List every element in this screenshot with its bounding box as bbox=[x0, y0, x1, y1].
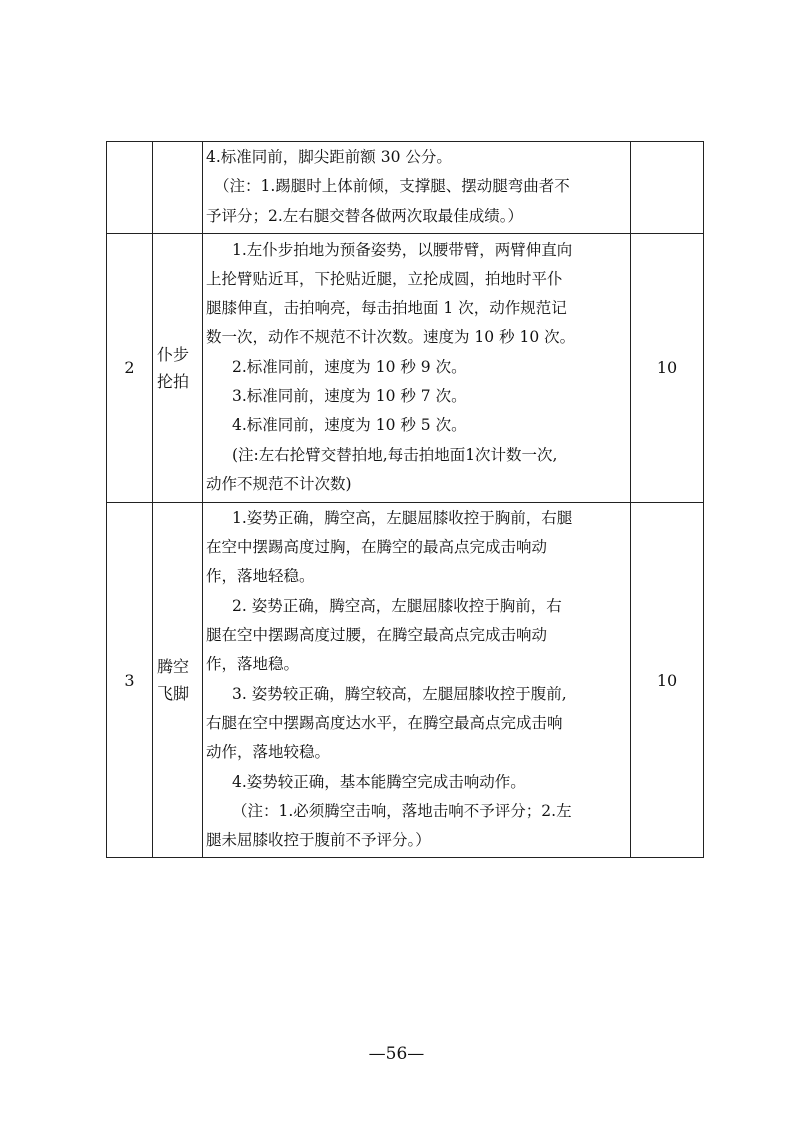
table-row bbox=[107, 502, 704, 858]
criteria-line: 2.标准同前，速度为 10 秒 9 次。 bbox=[232, 357, 467, 376]
criteria-line: 腿膝伸直，击拍响亮，每击拍地面 1 次，动作规范记 bbox=[206, 299, 567, 318]
table-row bbox=[107, 233, 704, 502]
score-cell bbox=[631, 142, 704, 234]
item-name-line: 仆步 bbox=[157, 344, 190, 364]
criteria-line: （注：1.必须腾空击响，落地击响不予评分；2.左 bbox=[232, 801, 572, 820]
criteria-line: 上抡臂贴近耳，下抡贴近腿，立抡成圆，拍地时平仆 bbox=[206, 269, 563, 288]
item-name-line: 腾空 bbox=[157, 657, 190, 677]
standards-table bbox=[106, 141, 704, 858]
criteria-line: 作，落地轻稳。 bbox=[206, 567, 315, 586]
criteria-cell bbox=[203, 142, 631, 234]
page-number: —56— bbox=[368, 1044, 425, 1064]
item-name-cell bbox=[153, 142, 203, 234]
table-row bbox=[107, 142, 704, 234]
score-cell: 10 bbox=[631, 233, 704, 502]
criteria-line: （注：1.踢腿时上体前倾，支撑腿、摆动腿弯曲者不 bbox=[214, 177, 570, 196]
row-number-cell bbox=[107, 142, 153, 234]
row-number-cell: 3 bbox=[107, 502, 153, 858]
criteria-line: 2. 姿势正确，腾空高，左腿屈膝收控于胸前，右 bbox=[232, 596, 562, 615]
criteria-line: 4.姿势较正确，基本能腾空完成击响动作。 bbox=[232, 772, 526, 791]
item-name-cell bbox=[153, 502, 203, 858]
item-name-line: 飞脚 bbox=[157, 684, 190, 704]
criteria-line: 予评分；2.左右腿交替各做两次取最佳成绩。） bbox=[206, 206, 524, 225]
row-number-cell: 2 bbox=[107, 233, 153, 502]
item-name-line: 抡拍 bbox=[157, 371, 190, 391]
criteria-line: 1.姿势正确，腾空高，左腿屈膝收控于胸前，右腿 bbox=[232, 508, 573, 527]
criteria-line: 作，落地稳。 bbox=[206, 655, 300, 674]
criteria-line: 4.标准同前，脚尖距前额 30 公分。 bbox=[206, 148, 452, 166]
score-cell: 10 bbox=[631, 502, 704, 858]
criteria-line: 在空中摆踢高度过胸，在腾空的最高点完成击响动 bbox=[206, 538, 548, 557]
criteria-line: 腿未屈膝收控于腹前不予评分。） bbox=[206, 831, 431, 850]
criteria-line: 4.标准同前，速度为 10 秒 5 次。 bbox=[232, 416, 467, 435]
criteria-line: 动作，落地较稳。 bbox=[206, 743, 331, 762]
criteria-line: (注:左右抡臂交替拍地,每击拍地面1次计数一次, bbox=[232, 445, 558, 464]
criteria-line: 动作不规范不计次数) bbox=[206, 474, 352, 493]
criteria-line: 3. 姿势较正确，腾空较高，左腿屈膝收控于腹前, bbox=[232, 684, 567, 703]
criteria-line: 右腿在空中摆踢高度达水平，在腾空最高点完成击响 bbox=[206, 713, 563, 732]
criteria-line: 3.标准同前，速度为 10 秒 7 次。 bbox=[232, 387, 467, 406]
criteria-cell bbox=[203, 502, 631, 858]
criteria-line: 数一次，动作不规范不计次数。速度为 10 秒 10 次。 bbox=[206, 328, 576, 347]
item-name-cell bbox=[153, 233, 203, 502]
criteria-line: 腿在空中摆踢高度过腰，在腾空最高点完成击响动 bbox=[206, 626, 548, 645]
criteria-line: 1.左仆步拍地为预备姿势，以腰带臂，两臂伸直向 bbox=[232, 240, 573, 259]
criteria-cell bbox=[203, 233, 631, 502]
